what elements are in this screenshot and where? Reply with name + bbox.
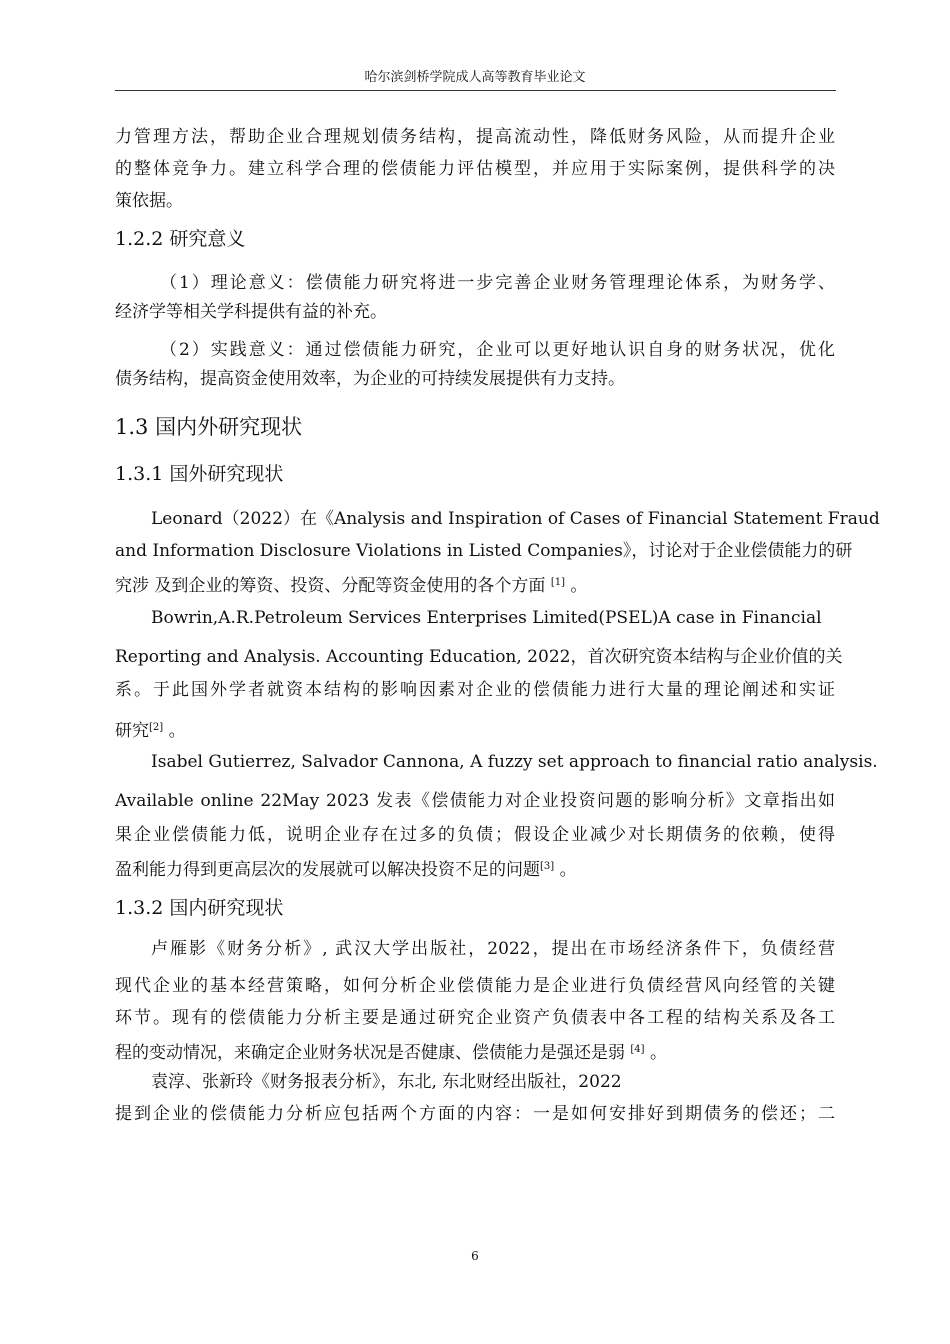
paragraph-line: 经济学等相关学科提供有益的补充。 bbox=[115, 302, 387, 322]
citation-ref: [4] bbox=[630, 1044, 645, 1055]
paragraph-line: 卢雁影《财务分析》, 武汉大学出版社，2022，提出在市场经济条件下，负债经营 bbox=[151, 939, 835, 959]
paragraph-line: 现代企业的基本经营策略，如何分析企业偿债能力是企业进行负债经营风向经管的关键 bbox=[115, 976, 835, 996]
paragraph-line bbox=[115, 570, 835, 596]
paragraph-line: 力管理方法，帮助企业合理规划债务结构，提高流动性，降低财务风险，从而提升企业 bbox=[115, 127, 835, 147]
period: 。 bbox=[554, 860, 577, 880]
paragraph-line: 系。于此国外学者就资本结构的影响因素对企业的偿债能力进行大量的理论阐述和实证 bbox=[115, 680, 835, 700]
paragraph-line: and Information Disclosure Violations in Listed Companies》，讨论对于企业偿债能力的研 bbox=[115, 541, 853, 561]
paragraph-line: 策依据。 bbox=[115, 191, 183, 211]
paragraph-line: 债务结构，提高资金使用效率，为企业的可持续发展提供有力支持。 bbox=[115, 369, 625, 389]
running-header: 哈尔滨剑桥学院成人高等教育毕业论文 bbox=[364, 70, 586, 85]
line-text: 盈利能力得到更高层次的发展就可以解决投资不足的问题 bbox=[115, 860, 540, 880]
paragraph-line: Bowrin,A.R.Petroleum Services Enterprises Limited(PSEL)A case in Financial bbox=[151, 608, 822, 628]
citation-ref: [1] bbox=[550, 577, 565, 588]
paragraph-line: （2）实践意义：通过偿债能力研究，企业可以更好地认识自身的财务状况，优化 bbox=[160, 340, 835, 360]
period: 。 bbox=[644, 1043, 667, 1063]
header-rule bbox=[115, 90, 836, 91]
paragraph-line: Available online 22May 2023 发表《偿债能力对企业投资问题的影响分析》文章指出如 bbox=[115, 791, 835, 811]
section-heading-1-3-2: 1.3.2 国内研究现状 bbox=[115, 897, 284, 919]
line-text: 研究 bbox=[115, 721, 149, 741]
section-heading-1-3-1: 1.3.1 国外研究现状 bbox=[115, 463, 284, 485]
paragraph-line: 的整体竞争力。建立科学合理的偿债能力评估模型，并应用于实际案例，提供科学的决 bbox=[115, 159, 835, 179]
paragraph-line: （1）理论意义：偿债能力研究将进一步完善企业财务管理理论体系，为财务学、 bbox=[160, 273, 835, 293]
citation-ref: [3] bbox=[540, 861, 555, 872]
paragraph-line: Reporting and Analysis. Accounting Education, 2022，首次研究资本结构与企业价值的关 bbox=[115, 647, 843, 667]
page-number: 6 bbox=[471, 1249, 479, 1263]
line-text: 究涉 及到企业的筹资、投资、分配等资金使用的各个方面 bbox=[115, 576, 546, 596]
period: 。 bbox=[564, 576, 588, 596]
section-heading-1-2-2: 1.2.2 研究意义 bbox=[115, 228, 246, 250]
paragraph-line: 袁淳、张新玲《财务报表分析》，东北, 东北财经出版社，2022 bbox=[151, 1072, 622, 1092]
paragraph-line: 果企业偿债能力低，说明企业存在过多的负债；假设企业减少对长期债务的依赖，使得 bbox=[115, 825, 835, 845]
paragraph-line: 提到企业的偿债能力分析应包括两个方面的内容：一是如何安排好到期债务的偿还；二 bbox=[115, 1104, 835, 1124]
paragraph-line: Leonard（2022）在《Analysis and Inspiration of Cases of Financial Statement Fraud bbox=[151, 509, 880, 529]
paragraph-line bbox=[115, 854, 835, 880]
period: 。 bbox=[163, 721, 186, 741]
paragraph-line: Isabel Gutierrez, Salvador Cannona, A fuzzy set approach to financial ratio analysis. bbox=[151, 752, 878, 772]
citation-ref: [2] bbox=[149, 722, 164, 733]
paragraph-line bbox=[115, 1037, 835, 1063]
paragraph-line: 环节。现有的偿债能力分析主要是通过研究企业资产负债表中各工程的结构关系及各工 bbox=[115, 1008, 835, 1028]
line-text: 程的变动情况，来确定企业财务状况是否健康、偿债能力是强还是弱 bbox=[115, 1043, 625, 1063]
section-heading-1-3: 1.3 国内外研究现状 bbox=[115, 415, 303, 439]
paragraph-line bbox=[115, 715, 835, 741]
